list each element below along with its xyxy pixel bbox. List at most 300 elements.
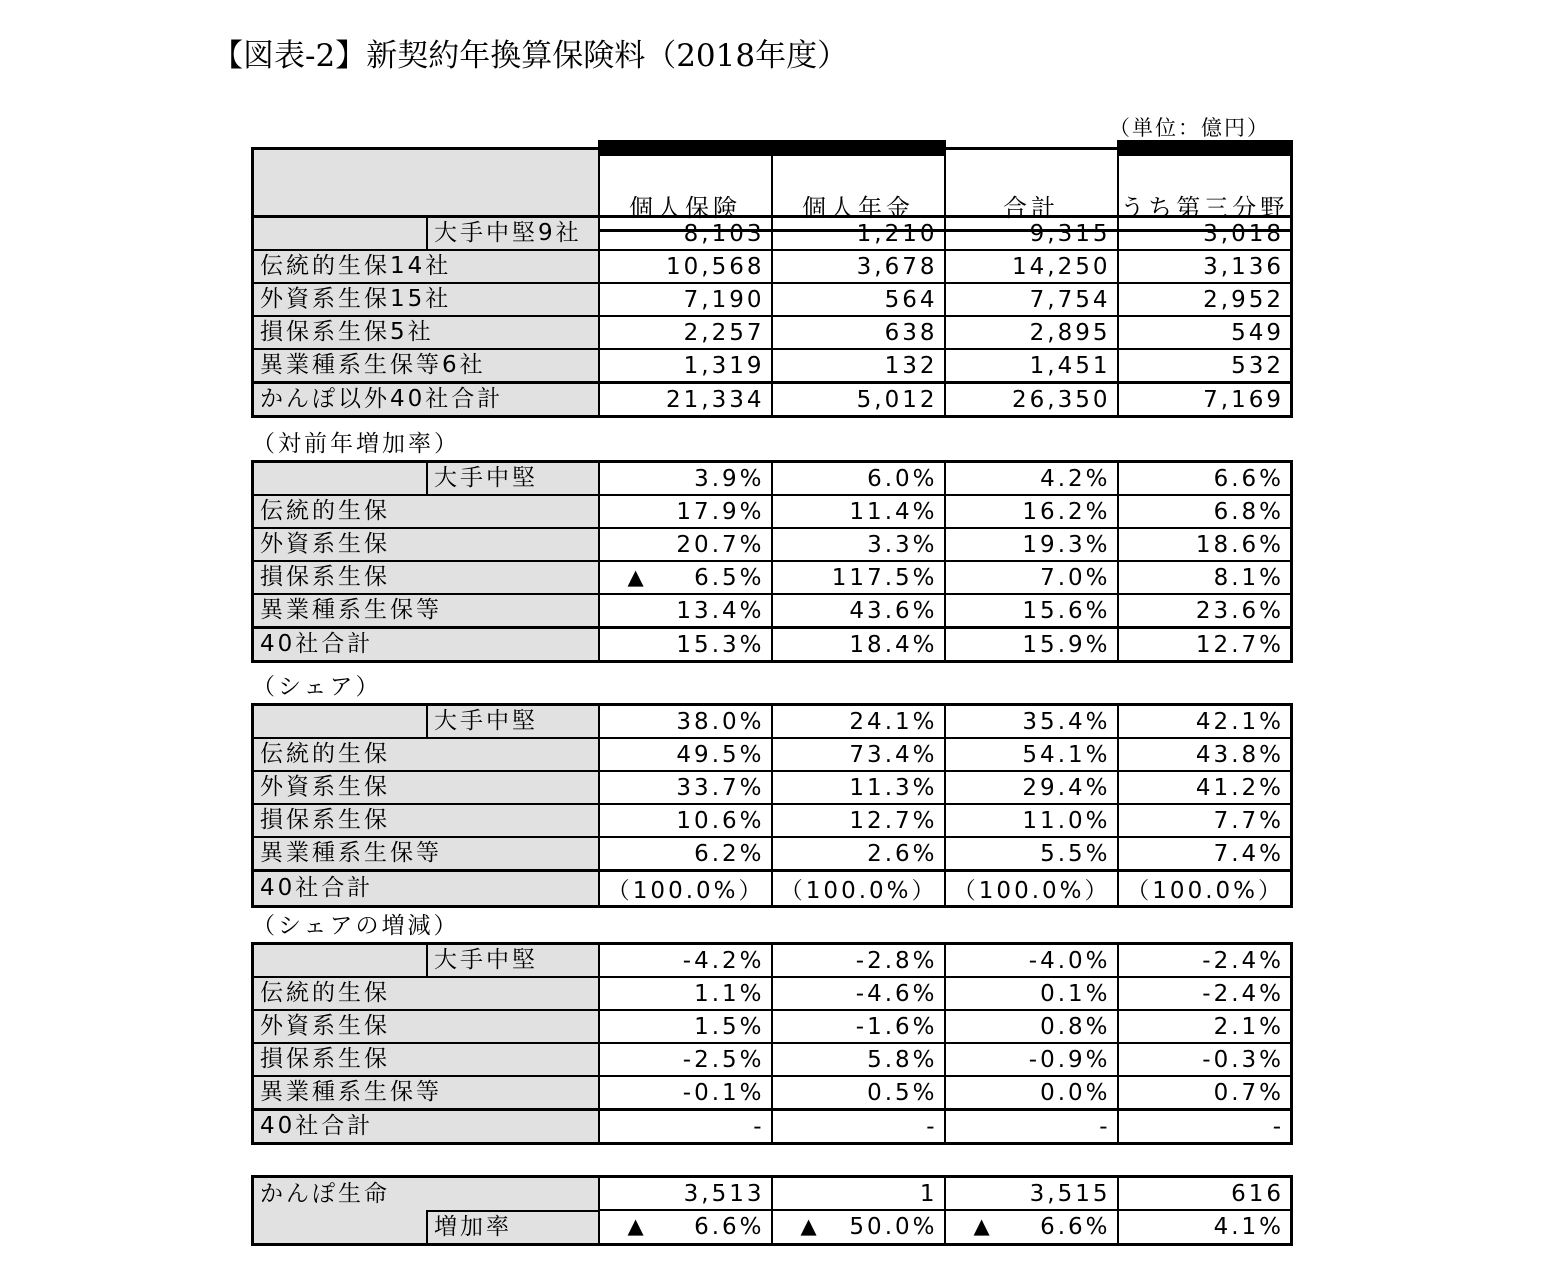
cell-value: 9,315	[1029, 220, 1111, 247]
section-heading: （シェアの増減）	[252, 913, 460, 939]
cell-value: 6.2%	[694, 840, 765, 867]
cell-value: 33.7%	[676, 774, 765, 801]
row-label: 大手中堅9社	[426, 218, 598, 249]
cell-value: 15.9%	[1022, 631, 1111, 658]
row-label-cell	[253, 1110, 599, 1144]
cell-value: 3,018	[1203, 220, 1284, 247]
cell-value: 3,136	[1203, 253, 1284, 280]
row-label-cell	[253, 705, 599, 739]
value-cell: 3,515	[945, 1177, 1118, 1211]
cell-value: 0.0%	[1040, 1079, 1111, 1106]
cell-value: 6.8%	[1213, 498, 1284, 525]
value-cell	[599, 528, 772, 561]
row-label-cell	[253, 250, 599, 283]
row-label-cell	[253, 1076, 599, 1110]
data-table	[251, 942, 1293, 1145]
value-cell	[945, 771, 1118, 804]
cell-value: 54.1%	[1022, 741, 1111, 768]
value-cell	[599, 1010, 772, 1043]
cell-value: 5,012	[856, 386, 938, 413]
value-cell	[599, 837, 772, 871]
cell-value: 2,952	[1203, 286, 1284, 313]
cell-value: -2.8%	[855, 947, 938, 974]
value-cell	[945, 738, 1118, 771]
kanpo-row	[253, 1177, 1292, 1211]
cell-value: -	[753, 1113, 765, 1140]
value-cell	[772, 977, 945, 1010]
value-cell	[599, 871, 772, 907]
cell-value: -2.4%	[1202, 947, 1284, 974]
data-table	[251, 460, 1293, 663]
value-cell	[772, 383, 945, 417]
value-cell	[772, 217, 945, 251]
row-label: 損保系生保	[260, 564, 390, 590]
cell-value: 21,334	[666, 386, 765, 413]
value-cell: 3,513	[599, 1177, 772, 1211]
value-cell	[945, 977, 1118, 1010]
cell-value: 7,754	[1029, 286, 1111, 313]
table-row	[253, 1110, 1292, 1144]
value-cell	[1118, 283, 1292, 316]
value-cell	[1118, 1110, 1292, 1144]
value-cell	[772, 594, 945, 628]
row-label-cell	[253, 349, 599, 383]
value-cell: 616	[1118, 1177, 1292, 1211]
table-row	[253, 1043, 1292, 1076]
value-cell	[945, 804, 1118, 837]
cell-value: 43.8%	[1195, 741, 1284, 768]
table-row	[253, 217, 1292, 251]
cell-value: -0.1%	[682, 1079, 765, 1106]
row-label: 外資系生保	[260, 774, 390, 800]
row-label: 40社合計	[260, 631, 374, 657]
value-cell	[599, 495, 772, 528]
value-cell	[599, 977, 772, 1010]
value-cell	[772, 316, 945, 349]
value-cell	[945, 283, 1118, 316]
cell-value: 49.5%	[676, 741, 765, 768]
cell-value: 12.7%	[1195, 631, 1284, 658]
row-label-cell	[253, 1043, 599, 1076]
value-cell: 1	[772, 1177, 945, 1211]
cell-value: 2.1%	[1213, 1013, 1284, 1040]
value-cell	[1118, 871, 1292, 907]
cell-value: 11.0%	[1022, 807, 1111, 834]
value-cell	[1118, 771, 1292, 804]
cell-value: 7.4%	[1213, 840, 1284, 867]
value-cell	[772, 495, 945, 528]
cell-value: 13.4%	[676, 597, 765, 624]
cell-value: 10.6%	[676, 807, 765, 834]
data-table	[251, 703, 1293, 908]
cell-value: 7.7%	[1213, 807, 1284, 834]
cell-value: 4.1%	[1213, 1214, 1284, 1240]
row-label-cell	[253, 316, 599, 349]
row-label: かんぽ以外40社合計	[260, 386, 504, 412]
row-label-cell	[253, 1010, 599, 1043]
value-cell	[599, 316, 772, 349]
value-cell	[945, 871, 1118, 907]
row-label-cell	[253, 977, 599, 1010]
cell-value: 11.3%	[849, 774, 938, 801]
cell-value: 4.2%	[1040, 465, 1111, 492]
cell-value: 38.0%	[676, 708, 765, 735]
cell-value: 35.4%	[1022, 708, 1111, 735]
rate-value-cell	[599, 1210, 772, 1245]
row-label: 大手中堅	[426, 463, 598, 494]
value-cell	[772, 528, 945, 561]
cell-value: 7,190	[683, 286, 765, 313]
value-cell	[945, 944, 1118, 978]
value-cell	[599, 1043, 772, 1076]
value-cell	[945, 217, 1118, 251]
cell-value: -2.4%	[1202, 980, 1284, 1007]
value-cell	[599, 217, 772, 251]
col-header-individual-insurance: 個人保険	[599, 148, 772, 231]
cell-value: 1.1%	[694, 980, 765, 1007]
rate-value-cell	[1118, 1210, 1292, 1245]
row-label: 損保系生保5社	[260, 319, 434, 345]
row-label: 異業種系生保等	[260, 597, 442, 623]
value-cell	[945, 705, 1118, 739]
unit-note: （単位：億円）	[1109, 116, 1270, 140]
cell-value: 132	[884, 352, 938, 379]
cell-value: 16.2%	[1022, 498, 1111, 525]
row-label-cell	[253, 383, 599, 417]
value-cell	[1118, 316, 1292, 349]
row-label: 異業種系生保等6社	[260, 352, 486, 378]
cell-value: 638	[884, 319, 938, 346]
value-cell	[772, 944, 945, 978]
value-cell	[945, 383, 1118, 417]
value-cell	[945, 528, 1118, 561]
row-label-cell	[253, 837, 599, 871]
cell-value: 18.4%	[849, 631, 938, 658]
value-cell	[1118, 1043, 1292, 1076]
value-cell	[599, 283, 772, 316]
cell-value: 532	[1231, 352, 1284, 379]
cell-value: 20.7%	[676, 531, 765, 558]
cell-value: 17.9%	[676, 498, 765, 525]
table-row	[253, 628, 1292, 662]
cell-value: 14,250	[1012, 253, 1111, 280]
value-cell	[599, 1110, 772, 1144]
value-cell	[772, 837, 945, 871]
table-row	[253, 250, 1292, 283]
row-label: 損保系生保	[260, 1046, 390, 1072]
value-cell	[1118, 705, 1292, 739]
cell-value: 50.0%	[849, 1214, 938, 1240]
col-header-total: 合計	[945, 148, 1118, 231]
negative-triangle-icon: ▲	[800, 1214, 820, 1238]
negative-triangle-icon: ▲	[973, 1214, 993, 1238]
cell-value: -	[1099, 1113, 1111, 1140]
value-cell	[772, 1110, 945, 1144]
col-header-individual-annuity: 個人年金	[772, 148, 945, 231]
row-label-cell	[253, 561, 599, 594]
rate-value-cell	[772, 1210, 945, 1245]
cell-value: -4.2%	[682, 947, 765, 974]
value-cell	[599, 462, 772, 496]
value-cell	[1118, 837, 1292, 871]
cell-value: 18.6%	[1195, 531, 1284, 558]
row-label: 外資系生保	[260, 1013, 390, 1039]
value-cell	[599, 738, 772, 771]
value-cell	[599, 349, 772, 383]
table-row	[253, 349, 1292, 383]
table-row	[253, 561, 1292, 594]
value-cell	[945, 628, 1118, 662]
value-cell	[599, 705, 772, 739]
cell-value: 3.3%	[867, 531, 938, 558]
row-label-cell	[253, 771, 599, 804]
table-row	[253, 316, 1292, 349]
table-row	[253, 944, 1292, 978]
cell-value: （100.0%）	[1126, 878, 1284, 904]
cell-value: 10,568	[666, 253, 765, 280]
row-label: 伝統的生保	[260, 980, 390, 1006]
cell-value: 26,350	[1012, 386, 1111, 413]
cell-value: 24.1%	[849, 708, 938, 735]
cell-value: 29.4%	[1022, 774, 1111, 801]
value-cell	[1118, 217, 1292, 251]
table-row	[253, 462, 1292, 496]
value-cell	[599, 561, 772, 594]
cell-value: 15.3%	[676, 631, 765, 658]
cell-value: 0.7%	[1213, 1079, 1284, 1106]
cell-value: 0.1%	[1040, 980, 1111, 1007]
table-row	[253, 977, 1292, 1010]
cell-value: 73.4%	[849, 741, 938, 768]
cell-value: （100.0%）	[952, 878, 1111, 904]
value-cell	[945, 250, 1118, 283]
row-label: 伝統的生保	[260, 498, 390, 524]
row-label-cell	[253, 594, 599, 628]
table-row	[253, 738, 1292, 771]
row-label-cell	[253, 495, 599, 528]
value-cell	[1118, 462, 1292, 496]
value-cell	[945, 1110, 1118, 1144]
cell-value: 6.5%	[694, 564, 765, 591]
negative-triangle-icon: ▲	[627, 1214, 647, 1238]
row-label: 増加率	[426, 1210, 598, 1243]
cell-value: -	[1272, 1113, 1284, 1140]
value-cell	[772, 738, 945, 771]
section-heading: （対前年増加率）	[252, 431, 460, 457]
table-row	[253, 705, 1292, 739]
value-cell	[945, 495, 1118, 528]
cell-value: 6.0%	[867, 465, 938, 492]
value-cell	[1118, 495, 1292, 528]
cell-value: 5.5%	[1040, 840, 1111, 867]
rate-value-cell	[945, 1210, 1118, 1245]
value-cell	[772, 1043, 945, 1076]
cell-value: 1,451	[1029, 352, 1111, 379]
value-cell	[599, 1076, 772, 1110]
page-title: 【図表-2】新契約年換算保険料（2018年度）	[212, 38, 849, 74]
value-cell	[1118, 250, 1292, 283]
cell-value: 0.8%	[1040, 1013, 1111, 1040]
table-row	[253, 837, 1292, 871]
value-cell	[945, 1010, 1118, 1043]
cell-value: 8.1%	[1213, 564, 1284, 591]
row-label: 大手中堅	[426, 945, 598, 976]
value-cell	[599, 944, 772, 978]
table-row	[253, 495, 1292, 528]
table-row	[253, 528, 1292, 561]
row-label: 異業種系生保等	[260, 1079, 442, 1105]
cell-value: 8,103	[683, 220, 765, 247]
value-cell	[1118, 528, 1292, 561]
value-cell	[772, 283, 945, 316]
value-cell	[772, 349, 945, 383]
value-cell	[945, 561, 1118, 594]
table-row	[253, 594, 1292, 628]
negative-triangle-icon: ▲	[627, 564, 647, 589]
row-label: 外資系生保15社	[260, 286, 452, 312]
row-label-cell	[253, 871, 599, 907]
row-label-cell	[253, 944, 599, 978]
row-label: 40社合計	[260, 1113, 374, 1139]
kanpo-rate-label-cell	[253, 1210, 599, 1245]
value-cell	[1118, 1010, 1292, 1043]
cell-value: 1.5%	[694, 1013, 765, 1040]
cell-value: 12.7%	[849, 807, 938, 834]
value-cell	[599, 771, 772, 804]
kanpo-label-cell	[253, 1177, 599, 1211]
value-cell	[1118, 628, 1292, 662]
value-cell	[772, 250, 945, 283]
cell-value: 23.6%	[1195, 597, 1284, 624]
value-cell	[599, 250, 772, 283]
table-row	[253, 383, 1292, 417]
value-cell	[1118, 1076, 1292, 1110]
value-cell	[772, 804, 945, 837]
cell-value: 6.6%	[1040, 1214, 1111, 1240]
cell-value: -0.9%	[1028, 1046, 1111, 1073]
value-cell	[599, 804, 772, 837]
cell-value: 6.6%	[694, 1214, 765, 1240]
row-label-cell	[253, 217, 599, 251]
value-cell	[945, 594, 1118, 628]
value-cell	[1118, 738, 1292, 771]
cell-value: 1,210	[856, 220, 938, 247]
row-label: 40社合計	[260, 875, 374, 901]
cell-value: 2,257	[683, 319, 765, 346]
cell-value: 42.1%	[1195, 708, 1284, 735]
cell-value: 1,319	[683, 352, 765, 379]
cell-value: 2,895	[1029, 319, 1111, 346]
value-cell	[772, 561, 945, 594]
value-cell	[772, 462, 945, 496]
row-label: 伝統的生保14社	[260, 253, 452, 279]
table-row	[253, 771, 1292, 804]
value-cell	[945, 1043, 1118, 1076]
row-label: 伝統的生保	[260, 741, 390, 767]
value-cell	[1118, 349, 1292, 383]
value-cell	[772, 628, 945, 662]
value-cell	[1118, 977, 1292, 1010]
cell-value: 7.0%	[1040, 564, 1111, 591]
value-cell	[945, 1076, 1118, 1110]
cell-value: 564	[884, 286, 938, 313]
value-cell	[1118, 383, 1292, 417]
data-table	[251, 215, 1293, 418]
value-cell	[772, 705, 945, 739]
cell-value: 15.6%	[1022, 597, 1111, 624]
cell-value: 3.9%	[694, 465, 765, 492]
kanpo-table	[251, 1175, 1293, 1246]
cell-value: -0.3%	[1202, 1046, 1284, 1073]
row-label-cell	[253, 738, 599, 771]
row-label-cell	[253, 804, 599, 837]
cell-value: -	[926, 1113, 938, 1140]
table-row	[253, 871, 1292, 907]
value-cell	[1118, 804, 1292, 837]
cell-value: 549	[1231, 319, 1284, 346]
value-cell	[772, 871, 945, 907]
value-cell	[945, 837, 1118, 871]
cell-value: 6.6%	[1213, 465, 1284, 492]
table-row	[253, 283, 1292, 316]
value-cell	[945, 316, 1118, 349]
row-label-cell	[253, 528, 599, 561]
row-label: かんぽ生命	[260, 1180, 390, 1207]
value-cell	[772, 1076, 945, 1110]
cell-value: 0.5%	[867, 1079, 938, 1106]
kanpo-rate-row	[253, 1210, 1292, 1245]
cell-value: -4.0%	[1028, 947, 1111, 974]
value-cell	[1118, 944, 1292, 978]
row-label: 大手中堅	[426, 706, 598, 737]
cell-value: （100.0%）	[779, 878, 938, 904]
cell-value: -4.6%	[855, 980, 938, 1007]
value-cell	[1118, 594, 1292, 628]
cell-value: -1.6%	[855, 1013, 938, 1040]
cell-value: 19.3%	[1022, 531, 1111, 558]
value-cell	[599, 628, 772, 662]
value-cell	[599, 594, 772, 628]
value-cell	[1118, 561, 1292, 594]
value-cell	[772, 1010, 945, 1043]
cell-value: 5.8%	[867, 1046, 938, 1073]
table-row	[253, 1010, 1292, 1043]
table-row	[253, 804, 1292, 837]
cell-value: 2.6%	[867, 840, 938, 867]
row-label-cell	[253, 628, 599, 662]
row-label: 損保系生保	[260, 807, 390, 833]
cell-value: （100.0%）	[606, 878, 765, 904]
value-cell	[772, 771, 945, 804]
col-header-third-sector: うち第三分野	[1118, 148, 1292, 231]
cell-value: 11.4%	[849, 498, 938, 525]
row-label-cell	[253, 283, 599, 316]
row-label: 外資系生保	[260, 531, 390, 557]
cell-value: 3,678	[856, 253, 938, 280]
value-cell	[945, 349, 1118, 383]
value-cell	[945, 462, 1118, 496]
cell-value: 117.5%	[831, 564, 938, 591]
section-heading: （シェア）	[252, 674, 382, 700]
row-label: 異業種系生保等	[260, 840, 442, 866]
row-label-cell	[253, 462, 599, 496]
cell-value: -2.5%	[682, 1046, 765, 1073]
cell-value: 7,169	[1203, 386, 1284, 413]
table-row	[253, 1076, 1292, 1110]
cell-value: 41.2%	[1195, 774, 1284, 801]
cell-value: 43.6%	[849, 597, 938, 624]
value-cell	[599, 383, 772, 417]
